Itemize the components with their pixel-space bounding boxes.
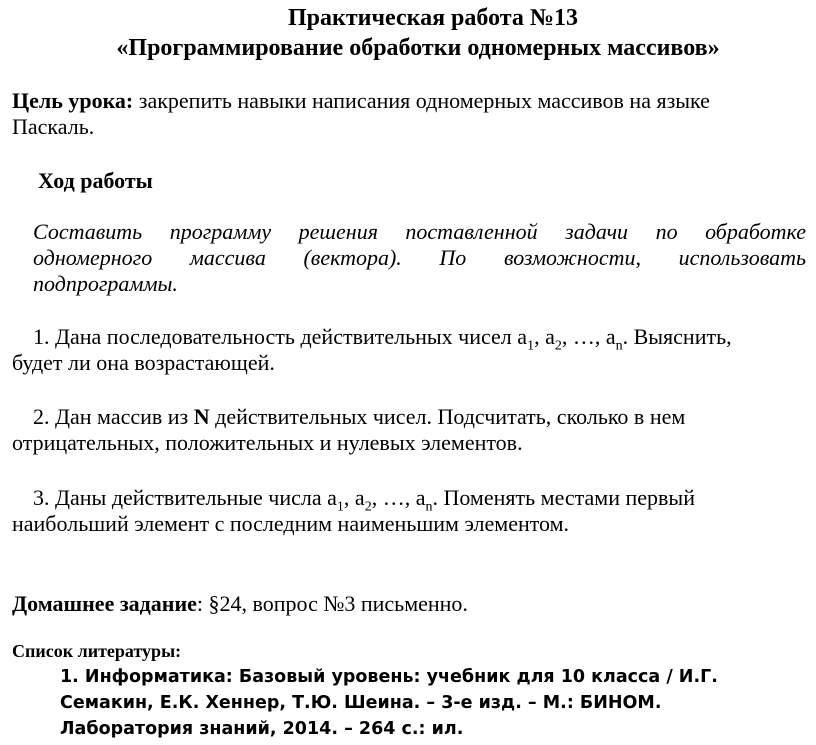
homework-text: : §24, вопрос №3 письменно. bbox=[196, 591, 468, 616]
task-text: Дана последовательность действительных чисел a bbox=[55, 324, 528, 349]
task-1-line-2: будет ли она возрастающей. bbox=[12, 350, 275, 375]
instruction-word: использовать bbox=[678, 245, 807, 270]
task-2-line-1 bbox=[33, 404, 685, 430]
instruction-word: поставленной bbox=[405, 219, 538, 244]
literature-heading: Список литературы: bbox=[12, 641, 182, 661]
literature-item-number: 1. bbox=[60, 667, 79, 687]
instruction-word: возможности, bbox=[503, 245, 641, 270]
instruction-word: решения bbox=[298, 219, 378, 244]
task-text: , …, a bbox=[371, 485, 426, 510]
section-heading: Ход работы bbox=[38, 168, 153, 193]
task-number: 2. bbox=[33, 404, 50, 429]
task-number: 1. bbox=[33, 324, 50, 349]
instruction-word: По bbox=[439, 245, 467, 270]
goal-line-2: Паскаль. bbox=[12, 114, 95, 139]
task-text: Даны действительные числа a bbox=[55, 485, 337, 510]
goal-label: Цель урока: bbox=[12, 88, 134, 113]
task-text: действительных чисел. Подсчитать, сколько в нем bbox=[209, 404, 686, 429]
task-3-line-1 bbox=[33, 485, 695, 515]
subscript: 1 bbox=[336, 499, 344, 515]
task-3-line-2: наибольший элемент с последним наименьшим элементом. bbox=[12, 511, 570, 536]
task-number: 3. bbox=[33, 485, 50, 510]
page-subtitle: «Программирование обработки одномерных массивов» bbox=[116, 35, 720, 61]
task-text: . Поменять местами первый bbox=[432, 485, 695, 510]
instruction-line-3: подпрограммы. bbox=[33, 271, 178, 296]
task-text: Дан массив из bbox=[55, 404, 194, 429]
literature-line-3: Лаборатория знаний, 2014. – 264 с.: ил. bbox=[60, 719, 464, 739]
subscript: 2 bbox=[554, 338, 562, 354]
subscript: 1 bbox=[527, 338, 535, 354]
goal-text: закрепить навыки написания одномерных массивов на языке bbox=[133, 88, 710, 113]
instruction-word: Составить bbox=[33, 219, 143, 244]
instruction-line-2 bbox=[33, 245, 806, 271]
homework-label: Домашнее задание bbox=[12, 591, 197, 616]
instruction-word: по bbox=[655, 219, 678, 244]
instruction-word: (вектора). bbox=[303, 245, 402, 270]
instruction-word: задачи bbox=[565, 219, 629, 244]
literature-line-1 bbox=[60, 666, 718, 688]
literature-line-2: Семакин, Е.К. Хеннер, Т.Ю. Шеина. – 3-е изд. – М.: БИНОМ. bbox=[60, 693, 662, 713]
subscript: n bbox=[615, 338, 623, 354]
task-text: , a bbox=[343, 485, 365, 510]
literature-text: Информатика: Базовый уровень: учебник для 10 класса / И.Г. bbox=[84, 667, 718, 687]
instruction-word: одномерного bbox=[33, 245, 153, 270]
subscript: 2 bbox=[364, 499, 372, 515]
task-1-line-1 bbox=[33, 324, 732, 354]
task-text: . Выяснить, bbox=[622, 324, 732, 349]
task-text: , …, a bbox=[561, 324, 616, 349]
instruction-word: обработке bbox=[705, 219, 807, 244]
task-2-line-2: отрицательных, положительных и нулевых элементов. bbox=[12, 430, 523, 455]
task-text: , a bbox=[534, 324, 555, 349]
instruction-word: массива bbox=[189, 245, 266, 270]
instruction-word: программу bbox=[169, 219, 272, 244]
goal-line-1 bbox=[12, 88, 710, 114]
instruction-line-1 bbox=[33, 219, 806, 245]
homework-line bbox=[12, 591, 468, 617]
page-title: Практическая работа №13 bbox=[288, 5, 578, 31]
subscript: n bbox=[425, 499, 433, 515]
task-text-bold: N bbox=[193, 404, 210, 429]
